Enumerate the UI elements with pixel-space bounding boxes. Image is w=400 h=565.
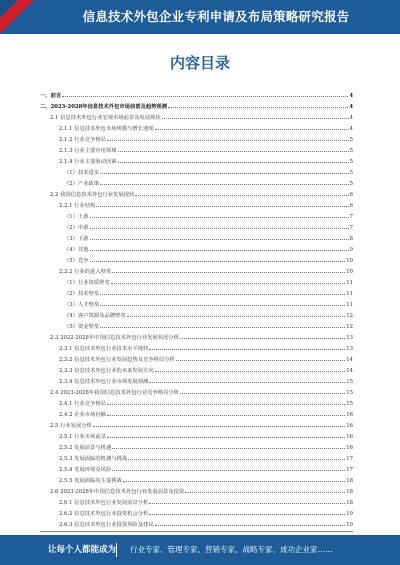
toc-leader-dots xyxy=(96,206,348,207)
toc-entry[interactable] xyxy=(40,484,353,495)
toc-leader-dots xyxy=(118,151,349,152)
toc-leader-dots xyxy=(149,514,345,515)
toc-page-number: 7 xyxy=(349,214,353,220)
toc-leader-dots xyxy=(127,316,346,317)
toc-entry[interactable] xyxy=(40,121,353,132)
toc-page-number: 12 xyxy=(346,313,353,319)
toc-entry-text: 2.4.1 行业竞争格局 xyxy=(59,401,106,407)
toc-entry-text: 2.3.4 信息技术外包行业市场发展预测 xyxy=(59,379,149,385)
toc-entry[interactable] xyxy=(40,187,353,198)
toc-entry[interactable] xyxy=(40,506,353,517)
toc-leader-dots xyxy=(90,239,349,240)
toc-leader-dots xyxy=(62,96,348,97)
toc-leader-dots xyxy=(135,195,348,196)
toc-page-number: 11 xyxy=(346,280,353,286)
toc-entry[interactable] xyxy=(40,88,353,99)
toc-page-number: 16 xyxy=(346,412,353,418)
toc-entry-text: 2.1 信息技术外包行业宏观市场前景及发展现状 xyxy=(50,115,161,121)
toc-entry[interactable] xyxy=(40,198,353,209)
toc-entry[interactable] xyxy=(40,396,353,407)
toc-entry[interactable] xyxy=(40,517,353,528)
toc-page-number: 12 xyxy=(346,324,353,330)
toc-entry[interactable] xyxy=(40,418,353,429)
toc-leader-dots xyxy=(128,459,345,460)
toc-page-number: 18 xyxy=(346,489,353,495)
toc-page-number: 9 xyxy=(349,247,353,253)
toc-entry-text: 2.3.2 信息技术外包行业发展趋势及竞争格局分析 xyxy=(59,357,175,363)
toc-entry[interactable] xyxy=(40,231,353,242)
toc-page-number: 17 xyxy=(346,467,353,473)
toc-leader-dots xyxy=(100,184,348,185)
toc-leader-dots xyxy=(168,107,348,108)
toc-entry-text: （5）竞争 xyxy=(64,258,89,264)
toc-entry[interactable] xyxy=(40,385,353,396)
toc-entry[interactable] xyxy=(40,242,353,253)
toc-entry-text: 一、前言 xyxy=(40,93,62,99)
toc-page-number: 14 xyxy=(346,357,353,363)
toc-leader-dots xyxy=(111,283,346,284)
toc-entry[interactable] xyxy=(40,275,353,286)
toc-page-number: 5 xyxy=(349,159,353,165)
toc-page-number: 6 xyxy=(349,192,353,198)
toc-page-number: 4 xyxy=(349,126,353,132)
toc-leader-dots xyxy=(107,404,345,405)
toc-entry-text: （1）行业资质壁垒 xyxy=(64,280,110,286)
toc-entry[interactable] xyxy=(40,132,353,143)
toc-page-number: 4 xyxy=(349,104,353,110)
toc-page-number: 15 xyxy=(346,390,353,396)
toc-entry-text: 2.2.2 行业的进入壁垒 xyxy=(59,269,112,275)
toc-leader-dots xyxy=(112,470,345,471)
toc-entry[interactable] xyxy=(40,440,353,451)
toc-page-number: 8 xyxy=(349,236,353,242)
toc-leader-dots xyxy=(107,437,345,438)
toc-entry[interactable] xyxy=(40,176,353,187)
toc-entry-text: （1）上游 xyxy=(64,214,89,220)
toc-entry[interactable] xyxy=(40,341,353,352)
toc-entry[interactable] xyxy=(40,264,353,275)
toc-heading: 内容目录 xyxy=(169,54,230,72)
toc-page-number: 13 xyxy=(346,335,353,341)
toc-leader-dots xyxy=(107,415,345,416)
toc-entry-text: 2.5.2 发展前景与机遇 xyxy=(59,445,112,451)
toc-entry[interactable] xyxy=(40,209,353,220)
toc-page-number: 19 xyxy=(346,522,353,528)
toc-page-number: 4 xyxy=(349,93,353,99)
toc-page-number: 16 xyxy=(346,423,353,429)
toc-entry-text: 2.1.3 行业主要应用领域 xyxy=(59,148,117,154)
toc-page-number: 5 xyxy=(349,170,353,176)
toc-leader-dots xyxy=(155,525,346,526)
toc-entry-text: 2.2.1 行业结构 xyxy=(59,203,96,209)
toc-leader-dots xyxy=(176,360,345,361)
toc-entry-text: 2.5.1 行业市场前景 xyxy=(59,434,106,440)
toc-page-number: 13 xyxy=(346,346,353,352)
toc-leader-dots xyxy=(112,448,345,449)
table-of-contents xyxy=(40,88,353,528)
toc-entry-text: 2.6.3 信息技术外包行业投资风险及建议 xyxy=(59,522,154,528)
report-header-bar xyxy=(0,0,400,34)
toc-entry[interactable] xyxy=(40,462,353,473)
toc-leader-dots xyxy=(162,118,349,119)
toc-entry-text: （4）客户资源及品牌壁垒 xyxy=(64,313,126,319)
toc-entry[interactable] xyxy=(40,495,353,506)
toc-leader-dots xyxy=(180,393,345,394)
toc-entry-text: （3）下游 xyxy=(64,236,89,242)
toc-leader-dots xyxy=(149,503,345,504)
toc-entry-text: 2.2 我国信息技术外包行业发展现状 xyxy=(50,192,135,198)
toc-entry-text: （4）其他 xyxy=(64,247,89,253)
toc-entry[interactable] xyxy=(40,143,353,154)
toc-entry-text: 2.1.1 信息技术外包市场规模与增长速度 xyxy=(59,126,154,132)
toc-leader-dots xyxy=(155,371,346,372)
toc-entry-text: （2）技术壁垒 xyxy=(64,291,100,297)
toc-entry-text: 2.5.4 发展环境及风险 xyxy=(59,467,112,473)
footer-divider xyxy=(40,531,353,532)
toc-leader-dots xyxy=(93,426,345,427)
toc-leader-dots xyxy=(100,327,345,328)
toc-entry-text: （1）技术进步 xyxy=(64,170,100,176)
toc-leader-dots xyxy=(112,272,345,273)
toc-entry[interactable] xyxy=(40,154,353,165)
toc-page-number: 10 xyxy=(346,269,353,275)
toc-entry-text: （3）人才壁垒 xyxy=(64,302,100,308)
toc-page-number: 14 xyxy=(346,368,353,374)
toc-page-number: 18 xyxy=(346,478,353,484)
toc-entry-text: 2.3 2022-2028年中国信息技术外包行业发展状况分析 xyxy=(50,335,179,341)
toc-leader-dots xyxy=(100,173,348,174)
toc-page-number: 17 xyxy=(346,456,353,462)
toc-entry[interactable] xyxy=(40,308,353,319)
toc-leader-dots xyxy=(123,481,345,482)
toc-page-number: 5 xyxy=(349,137,353,143)
footer-bar xyxy=(0,535,400,565)
toc-entry-text: 2.3.3 信息技术外包行业的未来发展方向 xyxy=(59,368,154,374)
toc-page-number: 5 xyxy=(349,181,353,187)
toc-entry[interactable] xyxy=(40,451,353,462)
toc-leader-dots xyxy=(155,129,349,130)
toc-page-number: 5 xyxy=(349,148,353,154)
toc-page-number: 16 xyxy=(346,434,353,440)
toc-entry[interactable] xyxy=(40,297,353,308)
toc-entry-text: 2.6.1 信息技术外包行业发展前景分析 xyxy=(59,500,149,506)
toc-page-number: 11 xyxy=(346,291,353,297)
toc-entry[interactable] xyxy=(40,407,353,418)
toc-leader-dots xyxy=(90,228,349,229)
toc-leader-dots xyxy=(90,261,346,262)
report-title: 信息技术外包企业专利申请及布局策略研究报告 xyxy=(82,9,350,24)
toc-page-number: 18 xyxy=(346,500,353,506)
toc-entry-text: 2.6 2023-2028年中国信息技术外包行业发展前景及投资 xyxy=(50,489,185,495)
footer-slogan-right: 行业专家、管理专家、营销专家、战略专家、成功企业家…… xyxy=(130,545,333,554)
toc-page-number: 6 xyxy=(349,203,353,209)
toc-entry[interactable] xyxy=(40,110,353,121)
toc-entry-text: （2）产业政策 xyxy=(64,181,100,187)
toc-page-number: 7 xyxy=(349,225,353,231)
toc-entry-text: 2.1.4 行业主要驱动因素 xyxy=(59,159,117,165)
toc-entry-text: 2.6.2 信息技术外包行业投资机会分析 xyxy=(59,511,149,517)
toc-page-number: 15 xyxy=(346,401,353,407)
toc-entry[interactable] xyxy=(40,220,353,231)
toc-page-number: 10 xyxy=(346,258,353,264)
toc-entry[interactable] xyxy=(40,99,353,110)
header-corner-accent-inner xyxy=(0,0,18,18)
toc-entry-text: 2.5.3 发展面临的机遇与挑战 xyxy=(59,456,128,462)
toc-leader-dots xyxy=(90,250,349,251)
toc-leader-dots xyxy=(100,305,345,306)
toc-entry[interactable] xyxy=(40,374,353,385)
toc-entry[interactable] xyxy=(40,352,353,363)
toc-entry[interactable] xyxy=(40,319,353,330)
toc-entry[interactable] xyxy=(40,165,353,176)
toc-leader-dots xyxy=(149,349,345,350)
toc-entry[interactable] xyxy=(40,429,353,440)
toc-entry-text: 2.4.2 企业市场份额 xyxy=(59,412,106,418)
toc-leader-dots xyxy=(118,162,349,163)
toc-entry-text: 2.3.1 信息技术外包行业技术水平现状 xyxy=(59,346,149,352)
toc-entry-text: （5）资金壁垒 xyxy=(64,324,100,330)
toc-page-number: 19 xyxy=(346,511,353,517)
toc-leader-dots xyxy=(149,382,345,383)
toc-entry-text: 二、2023-2028年信息技术外包市场前景及趋势预测 xyxy=(40,104,168,110)
toc-entry[interactable] xyxy=(40,253,353,264)
toc-entry-text: 2.5 行业发展分析 xyxy=(50,423,92,429)
toc-entry-text: 2.5.5 发展面临的主要挑战 xyxy=(59,478,122,484)
footer-slogan-left: 让每个人都能成为 xyxy=(48,545,117,555)
toc-entry[interactable] xyxy=(40,286,353,297)
toc-entry-text: 2.4 2023-2028年我国信息技术外包行业竞争格局分析 xyxy=(50,390,179,396)
toc-entry-text: （2）中游 xyxy=(64,225,89,231)
toc-leader-dots xyxy=(180,338,345,339)
footer-separator xyxy=(116,543,117,557)
toc-page-number: 15 xyxy=(346,379,353,385)
toc-entry[interactable] xyxy=(40,363,353,374)
toc-leader-dots xyxy=(100,294,345,295)
toc-leader-dots xyxy=(185,492,345,493)
toc-entry[interactable] xyxy=(40,473,353,484)
toc-page-number: 16 xyxy=(346,445,353,451)
toc-leader-dots xyxy=(90,217,349,218)
toc-entry[interactable] xyxy=(40,330,353,341)
toc-leader-dots xyxy=(107,140,349,141)
toc-page-number: 4 xyxy=(349,115,353,121)
toc-page-number: 11 xyxy=(346,302,353,308)
toc-entry-text: 2.1.2 行业竞争格局 xyxy=(59,137,106,143)
